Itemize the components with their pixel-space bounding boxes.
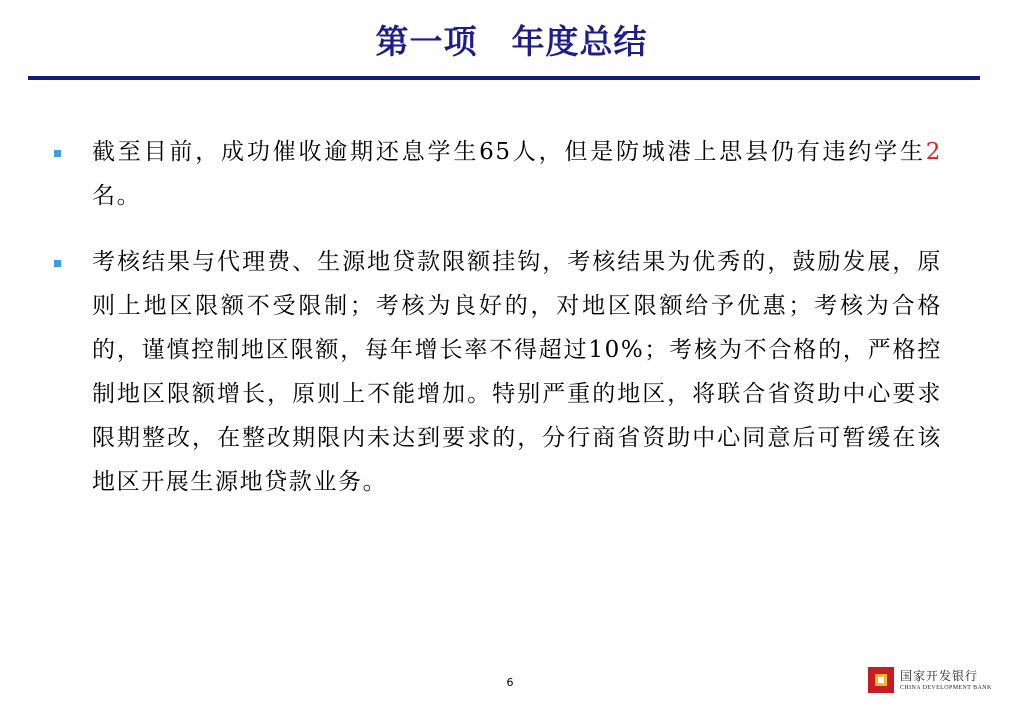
china-development-bank-logo-icon	[868, 667, 894, 693]
bullet-item-1	[52, 130, 942, 218]
title-underline	[28, 76, 980, 80]
bank-logo	[868, 665, 992, 695]
bullet-list	[52, 130, 942, 526]
bullet-text-1	[92, 130, 942, 218]
bullet-item-2	[52, 240, 942, 504]
highlighted-number: 2	[925, 139, 942, 165]
bullet-text-1-after: 名。	[92, 183, 142, 209]
bullet-text-2: 考核结果与代理费、生源地贷款限额挂钩，考核结果为优秀的，鼓励发展，原则上地区限额不受限制；考核为良好的，对地区限额给予优惠；考核为合格的，谨慎控制地区限额，每年增长率不得超过10%；考核为不合格的，严格控制地区限额增长，原则上不能增加。特别严重的地区，将联合省资助中心要求限期整改，在整改期限内未达到要求的，分行商省资助中心同意后可暂缓在该地区开展生源地贷款业务。	[92, 249, 942, 495]
logo-name-en: CHINA DEVELOPMENT BANK	[900, 684, 992, 691]
slide-title: 第一项 年度总结	[375, 22, 648, 61]
bullet-text-1-before: 截至目前，成功催收逾期还息学生65人，但是防城港上思县仍有违约学生	[92, 139, 926, 165]
page-number: 6	[506, 676, 514, 689]
logo-text	[900, 669, 992, 692]
square-bullet-icon	[54, 150, 61, 157]
logo-name-cn: 国家开发银行	[900, 668, 979, 683]
square-bullet-icon	[54, 260, 61, 267]
